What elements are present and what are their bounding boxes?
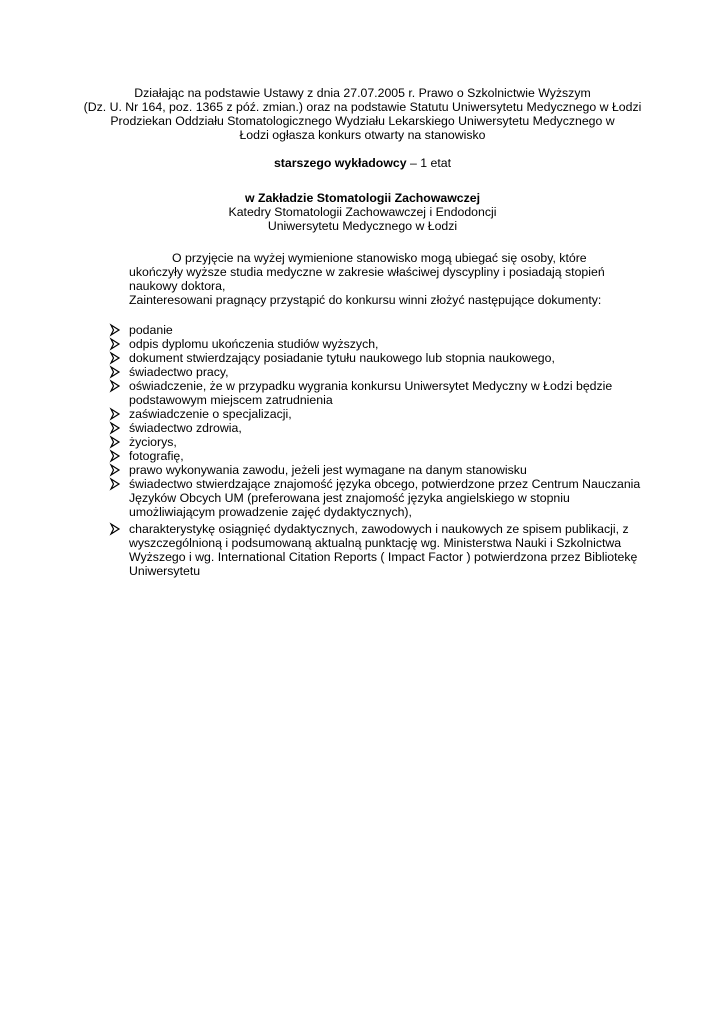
intro-line: Prodziekan Oddziału Stomatologicznego Wydziału Lekarskiego Uniwersytetu Medycznego w <box>110 114 615 128</box>
list-item-text <box>129 449 668 463</box>
arrowhead-bullet-icon <box>108 351 122 365</box>
intro-line: Działając na podstawie Ustawy z dnia 27.07.2005 r. Prawo o Szkolnictwie Wyższym <box>134 86 591 100</box>
arrowhead-bullet-icon <box>108 337 122 351</box>
list-item-line: Języków Obcych UM (preferowana jest znajomość języka angielskiego w stopniu <box>129 491 570 505</box>
list-item-line: wyszczególnioną i podsumowaną aktualną punktację wg. Ministerstwa Nauki i Szkolnictwa <box>129 536 622 550</box>
list-item-line: prawo wykonywania zawodu, jeżeli jest wymagane na danym stanowisku <box>129 463 527 477</box>
list-item-text <box>129 421 668 435</box>
arrowhead-bullet-icon <box>108 407 122 421</box>
list-item-text <box>129 323 668 337</box>
arrowhead-bullet-icon <box>108 421 122 435</box>
arrowhead-bullet-icon <box>108 522 122 536</box>
list-item-line: świadectwo zdrowia, <box>129 421 242 435</box>
legal-basis-paragraph <box>60 86 665 142</box>
list-item-text <box>129 477 668 519</box>
chair-name: Katedry Stomatologii Zachowawczej i Endodoncji <box>228 205 497 219</box>
list-item <box>108 449 668 463</box>
list-item <box>108 351 668 365</box>
arrowhead-bullet-icon <box>108 435 122 449</box>
list-item-line: życiorys, <box>129 435 177 449</box>
arrowhead-bullet-icon <box>108 379 122 393</box>
arrowhead-bullet-icon <box>108 323 122 337</box>
list-item-line: dokument stwierdzający posiadanie tytułu naukowego lub stopnia naukowego, <box>129 351 555 365</box>
list-item <box>108 407 668 421</box>
list-item-line: umożliwiającym prowadzenie zajęć dydaktycznych), <box>129 505 412 519</box>
position-heading <box>60 156 665 170</box>
intro-line: Łodzi ogłasza konkurs otwarty na stanowisko <box>239 128 486 142</box>
list-item-text <box>129 407 668 421</box>
list-item <box>108 477 668 519</box>
list-item-text <box>129 522 668 578</box>
intro-line: (Dz. U. Nr 164, poz. 1365 z póź. zmian.) oraz na podstawie Statutu Uniwersytetu Medycznego w Łodzi <box>83 100 642 114</box>
body-line: ukończyły wyższe studia medyczne w zakresie właściwej dyscypliny i posiadają stopień <box>129 265 605 279</box>
list-item-line: Uniwersytetu <box>129 564 201 578</box>
list-item-text <box>129 463 668 477</box>
list-item-line: oświadczenie, że w przypadku wygrania konkursu Uniwersytet Medyczny w Łodzi będzie <box>129 379 613 393</box>
list-item-line: fotografię, <box>129 449 184 463</box>
list-item <box>108 421 668 435</box>
university-name: Uniwersytetu Medycznego w Łodzi <box>267 219 458 233</box>
list-item <box>108 463 668 477</box>
body-line: Zainteresowani pragnący przystąpić do konkursu winni złożyć następujące dokumenty: <box>129 293 602 307</box>
position-count: – 1 etat <box>406 156 452 170</box>
list-item <box>108 365 668 379</box>
list-item-text <box>129 365 668 379</box>
list-item-text <box>129 379 668 407</box>
list-item-text <box>129 351 668 365</box>
list-item-line: odpis dyplomu ukończenia studiów wyższych, <box>129 337 379 351</box>
requirements-paragraph <box>129 251 649 307</box>
position-title: starszego wykładowcy <box>273 156 407 170</box>
arrowhead-bullet-icon <box>108 449 122 463</box>
list-item-text <box>129 435 668 449</box>
unit-heading <box>60 191 665 233</box>
arrowhead-bullet-icon <box>108 463 122 477</box>
list-item-line: świadectwo pracy, <box>129 365 229 379</box>
body-line: naukowy doktora, <box>129 279 226 293</box>
list-item <box>108 379 668 407</box>
list-item-line: charakterystykę osiągnięć dydaktycznych, zawodowych i naukowych ze spisem publikacji, z <box>129 522 629 536</box>
required-documents-list <box>108 323 668 578</box>
list-item-line: podstawowym miejscem zatrudnienia <box>129 393 333 407</box>
list-item-line: podanie <box>129 323 173 337</box>
list-item <box>108 522 668 578</box>
list-item-line: świadectwo stwierdzające znajomość języka obcego, potwierdzone przez Centrum Nauczania <box>129 477 641 491</box>
arrowhead-bullet-icon <box>108 477 122 491</box>
list-item <box>108 337 668 351</box>
list-item-line: zaświadczenie o specjalizacji, <box>129 407 292 421</box>
list-item-line: Wyższego i wg. International Citation Reports ( Impact Factor ) potwierdzona przez Bibliotekę <box>129 550 638 564</box>
arrowhead-bullet-icon <box>108 365 122 379</box>
list-item <box>108 435 668 449</box>
department-name: w Zakładzie Stomatologii Zachowawczej <box>244 191 481 205</box>
list-item <box>108 323 668 337</box>
list-item-text <box>129 337 668 351</box>
body-line: O przyjęcie na wyżej wymienione stanowisko mogą ubiegać się osoby, które <box>172 251 587 265</box>
